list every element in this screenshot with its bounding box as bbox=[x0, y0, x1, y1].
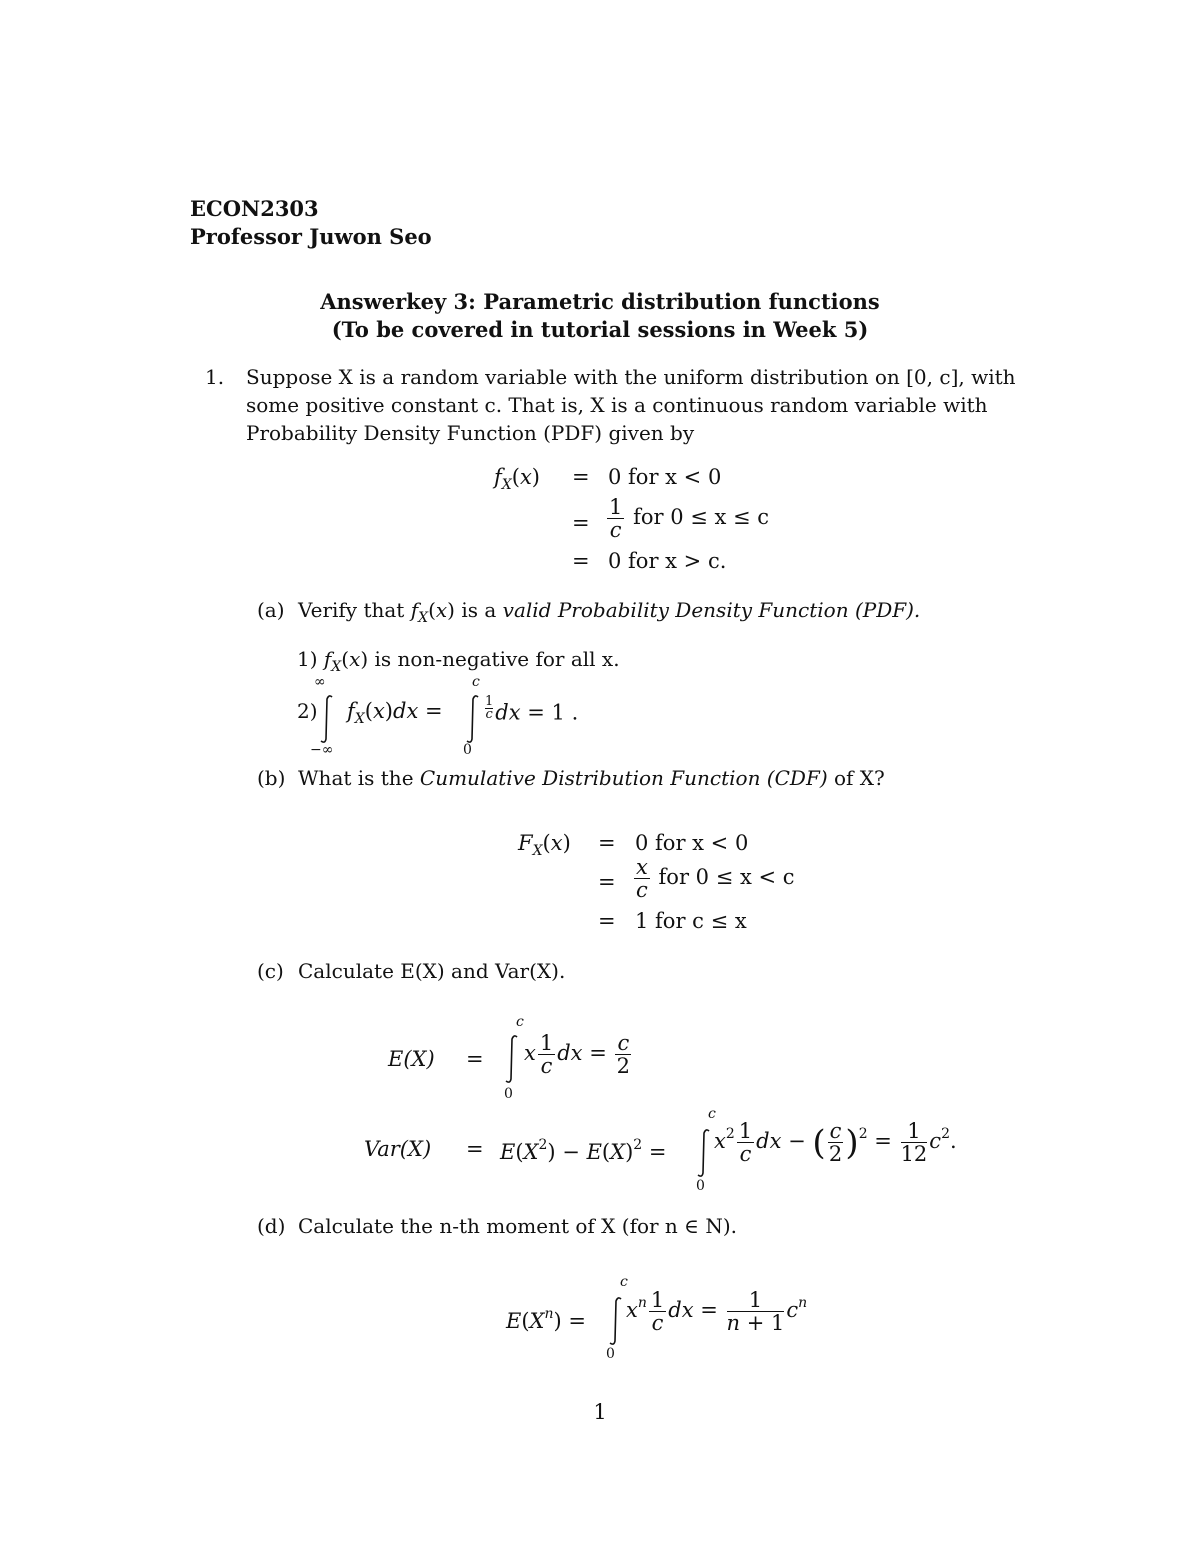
expectation-rhs: c 0 x $\frac{1}{c}$ dx = $\frac{c}{2}$ bbox=[504, 1014, 631, 1102]
variance-rhs: $E(X^2) - E(X)^2$ = c 0 $x^2$ $\frac{1}{c}$ dx − ( $\frac{c}{2}$ )$^2$ = $\frac{1}{12}$ $c^2$. bbox=[500, 1106, 957, 1194]
problem-intro-line1: Suppose X is a random variable with the uniform distribution on [0, c], with bbox=[246, 365, 1016, 389]
variance-lhs: Var(X) bbox=[364, 1137, 432, 1161]
equals-sign: = bbox=[466, 1137, 484, 1161]
integral-sign-icon bbox=[696, 1128, 712, 1178]
part-d-question: Calculate the n-th moment of X (for n ∈ N). bbox=[298, 1214, 737, 1238]
integral-sign-icon bbox=[465, 694, 481, 744]
integral-upper-limit: c bbox=[472, 674, 480, 690]
part-c-question: Calculate E(X) and Var(X). bbox=[298, 959, 566, 983]
problem-intro-line2: some positive constant c. That is, X is a continuous random variable with bbox=[246, 393, 988, 417]
page-title: Answerkey 3: Parametric distribution functions bbox=[320, 289, 880, 314]
equals-sign: = bbox=[572, 511, 590, 535]
part-a-label: (a) bbox=[257, 598, 285, 622]
part-a-step-1: 1) $f_X(x)$ is non-negative for all x. bbox=[297, 647, 620, 675]
integral-sign-icon bbox=[319, 694, 335, 744]
part-d-label: (d) bbox=[257, 1214, 286, 1238]
equals-sign: = bbox=[572, 465, 590, 489]
equals-sign: = bbox=[598, 870, 616, 894]
professor-name: Professor Juwon Seo bbox=[190, 224, 432, 249]
equals-sign: = bbox=[598, 909, 616, 933]
page-subtitle: (To be covered in tutorial sessions in Week 5) bbox=[331, 317, 869, 342]
part-b-question: What is the Cumulative Distribution Function (CDF) of X? bbox=[298, 766, 885, 790]
page-number: 1 bbox=[593, 1400, 607, 1424]
nth-moment-equation: $E(X^n)$ = c 0 $x^n$ $\frac{1}{c}$ dx = $\frac{1}{n + 1}$ $c^n$ bbox=[506, 1274, 808, 1362]
problem-number: 1. bbox=[205, 365, 225, 389]
problem-intro-line3: Probability Density Function (PDF) given by bbox=[246, 421, 695, 445]
cdf-row-1: 0 for x < 0 bbox=[635, 831, 749, 855]
part-b-label: (b) bbox=[257, 766, 286, 790]
cdf-row-2: $\frac{x}{c}$ for 0 ≤ x < c bbox=[636, 855, 795, 903]
integral-upper-limit: ∞ bbox=[314, 674, 326, 690]
pdf-row-1: 0 for x < 0 bbox=[608, 465, 722, 489]
equals-sign: = bbox=[466, 1047, 484, 1071]
integral-sign-icon bbox=[608, 1296, 624, 1346]
cdf-row-3: 1 for c ≤ x bbox=[635, 909, 747, 933]
part-c-label: (c) bbox=[257, 959, 284, 983]
integral-lower-limit: 0 bbox=[463, 742, 472, 758]
course-code: ECON2303 bbox=[190, 196, 319, 221]
expectation-lhs: E(X) bbox=[388, 1047, 435, 1071]
equals-sign: = bbox=[598, 831, 616, 855]
part-a-question: Verify that $f_X(x)$ is a valid Probability Density Function (PDF). bbox=[298, 598, 921, 626]
integral-lower-limit: −∞ bbox=[310, 742, 334, 758]
integral-sign-icon bbox=[504, 1034, 520, 1084]
pdf-row-3: 0 for x > c. bbox=[608, 549, 727, 573]
pdf-row-2: $\frac{1}{c}$ for 0 ≤ x ≤ c bbox=[609, 495, 770, 543]
cdf-lhs: $F_X(x)$ bbox=[518, 831, 571, 859]
equals-sign: = bbox=[572, 549, 590, 573]
pdf-lhs: $f_X(x)$ bbox=[494, 465, 540, 493]
